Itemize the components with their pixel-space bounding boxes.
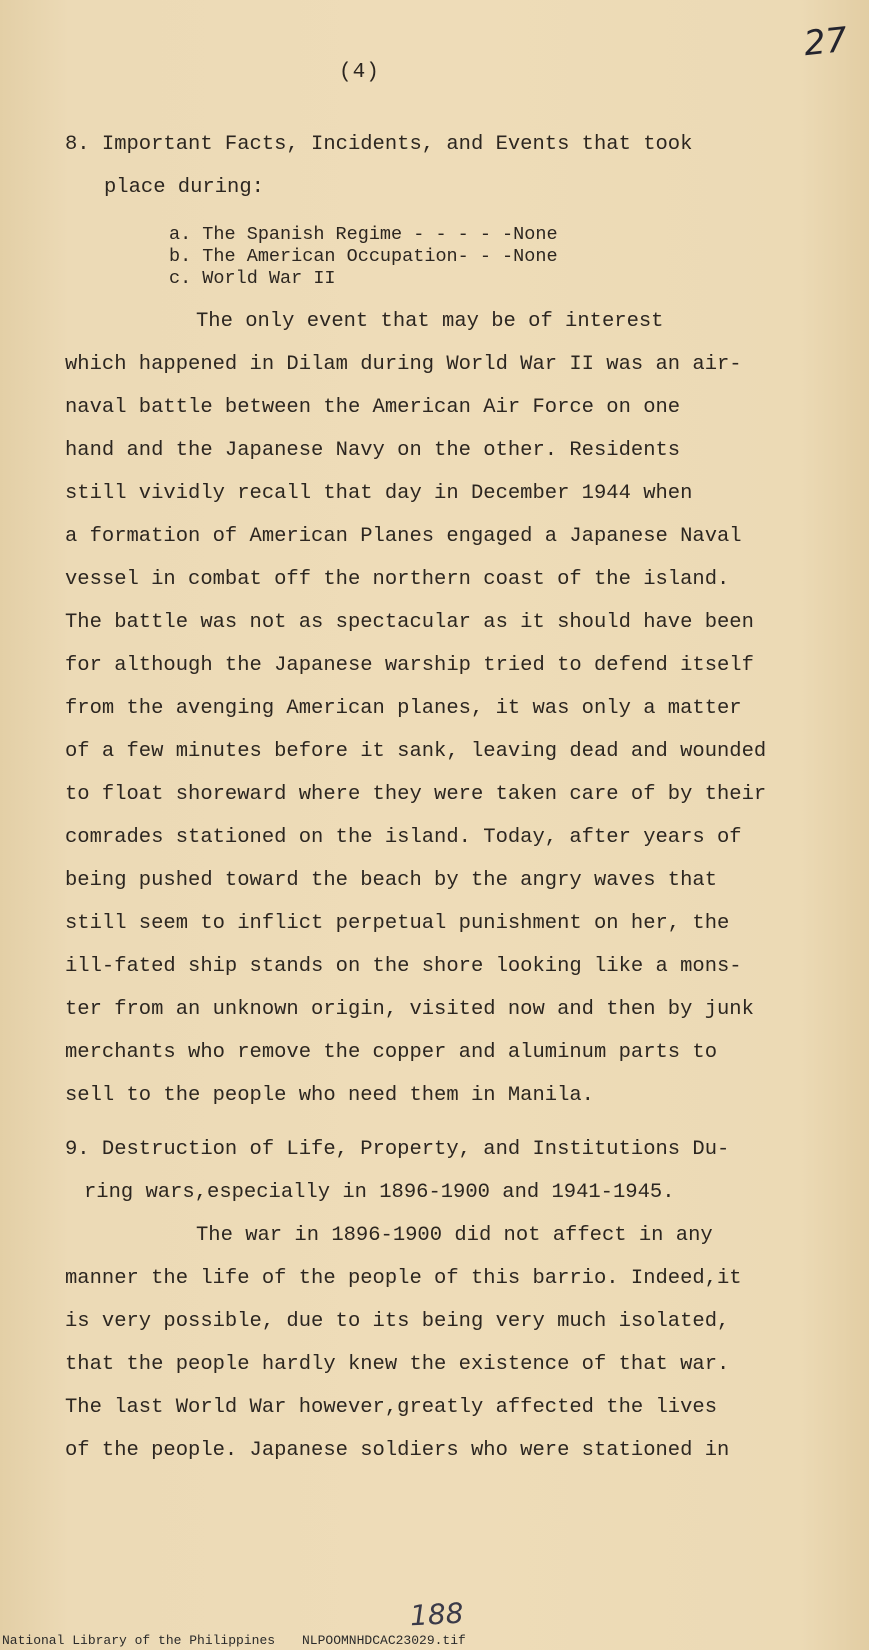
page-number: (4) (339, 61, 380, 84)
paragraph-line: naval battle between the American Air Force on one (65, 396, 681, 419)
paragraph-line: still vividly recall that day in December 1944 when (65, 482, 693, 505)
paragraph-line: The last World War however,greatly affected the lives (65, 1396, 718, 1419)
paragraph-line: comrades stationed on the island. Today, after years of (65, 826, 742, 849)
paragraph-line: still seem to inflict perpetual punishment on her, the (65, 912, 730, 935)
paragraph-line: of a few minutes before it sank, leaving dead and wounded (65, 740, 767, 763)
paragraph-line: for although the Japanese warship tried to defend itself (65, 654, 754, 677)
section9-heading-line1: 9. Destruction of Life, Property, and Institutions Du- (65, 1138, 730, 1161)
paragraph-line: sell to the people who need them in Manila. (65, 1084, 594, 1107)
paragraph-line: that the people hardly knew the existence of that war. (65, 1353, 730, 1376)
section8-item-b: b. The American Occupation- - -None (169, 246, 558, 267)
section8-heading-line2: place during: (104, 176, 264, 199)
paragraph-line: merchants who remove the copper and aluminum parts to (65, 1041, 718, 1064)
section9-heading-line2: ring wars,especially in 1896-1900 and 1941-1945. (84, 1181, 675, 1204)
paragraph-line: of the people. Japanese soldiers who were stationed in (65, 1439, 730, 1462)
paragraph-line: to float shoreward where they were taken care of by their (65, 783, 767, 806)
paragraph-line: hand and the Japanese Navy on the other. Residents (65, 439, 681, 462)
paragraph-line: vessel in combat off the northern coast of the island. (65, 568, 730, 591)
footer-library-name: National Library of the Philippines (2, 1633, 276, 1648)
handwritten-folio-number: 188 (409, 1596, 465, 1633)
handwritten-page-number: 27 (801, 19, 849, 65)
paragraph-line: is very possible, due to its being very much isolated, (65, 1310, 730, 1333)
paragraph-line: a formation of American Planes engaged a Japanese Naval (65, 525, 742, 548)
section8-item-c: c. World War II (169, 268, 336, 289)
paragraph-line: which happened in Dilam during World War II was an air- (65, 353, 742, 376)
paragraph-line: ill-fated ship stands on the shore looking like a mons- (65, 955, 742, 978)
paragraph-line: The war in 1896-1900 did not affect in any (196, 1224, 713, 1247)
paragraph-line: manner the life of the people of this barrio. Indeed,it (65, 1267, 742, 1290)
footer-filename: NLPOOMNHDCAC23029.tif (302, 1633, 466, 1648)
section8-heading-line1: 8. Important Facts, Incidents, and Events that took (65, 133, 693, 156)
paragraph-line: The only event that may be of interest (196, 310, 664, 333)
paragraph-line: being pushed toward the beach by the angry waves that (65, 869, 718, 892)
section8-item-a: a. The Spanish Regime - - - - -None (169, 224, 558, 245)
paragraph-line: from the avenging American planes, it was only a matter (65, 697, 742, 720)
paragraph-line: The battle was not as spectacular as it should have been (65, 611, 754, 634)
paragraph-line: ter from an unknown origin, visited now and then by junk (65, 998, 754, 1021)
